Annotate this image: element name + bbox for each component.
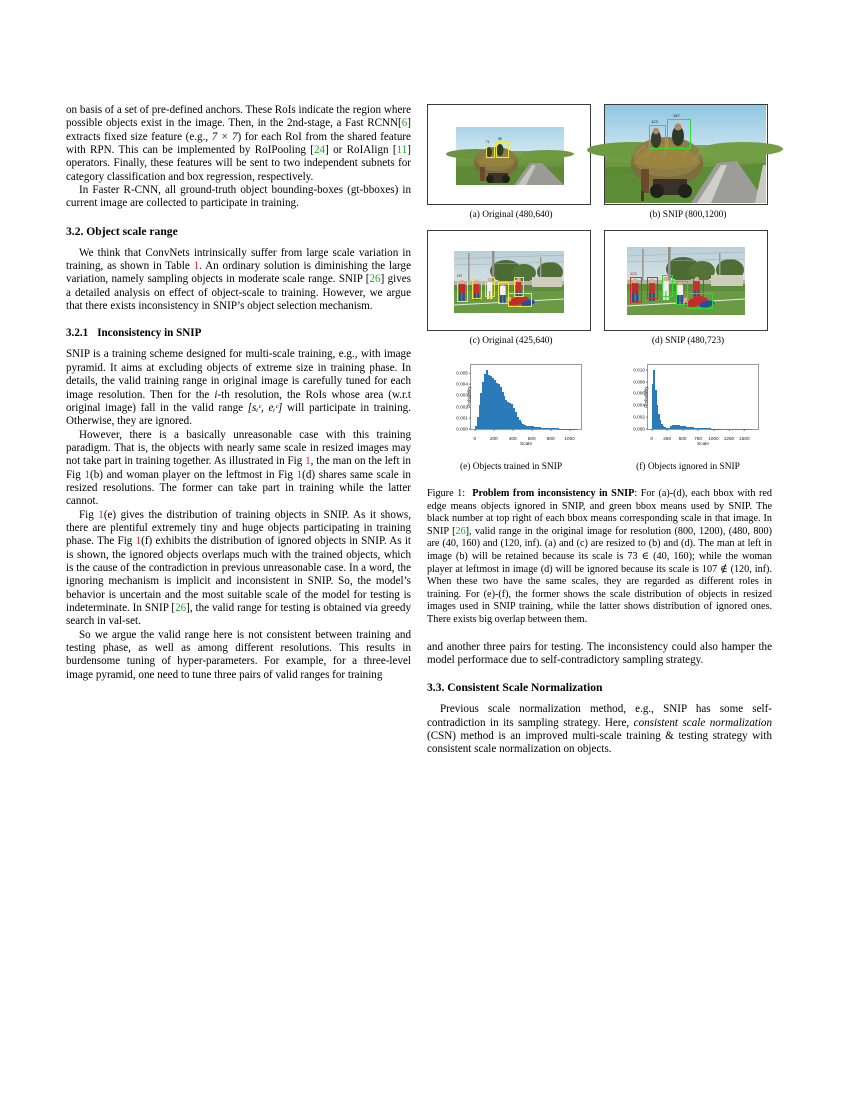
paragraph-three-pairs: and another three pairs for testing. The inconsistency could also hamper the model performace due to self-contradictory sampling strategy. <box>427 640 772 666</box>
heading-3-2: 3.2. Object scale range <box>66 224 178 238</box>
y-axis-tick-mark <box>469 373 471 374</box>
y-axis-tick-label: 0.002 <box>633 414 645 420</box>
bbox-d-2 <box>647 277 658 299</box>
y-axis-tick-label: 0.004 <box>633 402 645 408</box>
x-axis-tick-mark <box>682 429 683 431</box>
right-column <box>427 104 772 757</box>
x-axis-tick-mark <box>651 429 652 431</box>
y-axis-tick-label: 0.002 <box>456 403 468 409</box>
bbox-a-2-label: 98 <box>498 136 502 141</box>
chart-e-xlabel: Scale <box>520 442 532 447</box>
photo-a-svg <box>456 127 564 185</box>
y-axis-tick-label: 0.004 <box>456 381 468 387</box>
bbox-c-1-label: 107 <box>457 273 463 278</box>
x-axis-tick-mark <box>729 429 730 431</box>
y-axis-tick-label: 0.000 <box>633 426 645 432</box>
photo-frame-a <box>427 104 591 205</box>
bbox-d-1 <box>630 277 642 303</box>
left-column <box>66 104 411 682</box>
bbox-a-1-label: 71 <box>486 139 490 144</box>
figure-1-title: Problem from inconsistency in SNIP <box>472 488 635 499</box>
y-axis-tick-label: 0.001 <box>456 415 468 421</box>
bbox-d-3 <box>662 275 673 297</box>
figure-caption-d: (d) SNIP (480,723) <box>651 336 725 346</box>
bbox-a-1 <box>486 145 495 158</box>
x-axis-tick-label: 1000 <box>708 435 719 441</box>
heading-3-2-1 <box>66 326 411 340</box>
y-axis-tick-mark <box>646 429 648 430</box>
y-axis-tick-mark <box>646 393 648 394</box>
y-axis-tick-mark <box>469 417 471 418</box>
bbox-b-1-label: 123 <box>651 119 658 125</box>
x-axis-tick-label: 250 <box>663 435 672 441</box>
x-axis-tick-label: 1000 <box>564 435 575 441</box>
x-axis-tick-label: 400 <box>508 435 517 441</box>
paragraph-csn: Previous scale normalization method, e.g., SNIP has some self-contradiction in its sampling strategy. Here, consistent scale normalization (CSN) method is an improved multi-scale training & testing strategy with consistent scale normalization on objects. <box>427 703 772 756</box>
chart-e-ylabel: Probability <box>466 386 472 408</box>
y-axis-tick-label: 0.005 <box>456 370 468 376</box>
bbox-c-3 <box>485 277 495 297</box>
x-axis-tick-mark <box>474 429 475 431</box>
x-axis-tick-mark <box>698 429 699 431</box>
x-axis-tick-mark <box>713 429 714 431</box>
bbox-c-1 <box>457 279 468 302</box>
y-axis-tick-label: 0.010 <box>633 367 645 373</box>
bbox-b-1 <box>649 125 666 149</box>
bbox-d-1-label: 123 <box>630 271 637 277</box>
heading-3-3: 3.3. Consistent Scale Normalization <box>427 681 603 695</box>
bbox-a-2 <box>496 142 509 158</box>
y-axis-tick-mark <box>646 405 648 406</box>
y-axis-tick-mark <box>469 384 471 385</box>
x-axis-tick-label: 500 <box>678 435 687 441</box>
figure-caption-c: (c) Original (425,640) <box>469 336 553 346</box>
figure-panel-d <box>604 230 772 356</box>
x-axis-tick-label: 200 <box>489 435 498 441</box>
figure-caption-b: (b) SNIP (800,1200) <box>649 210 727 220</box>
bbox-c-6 <box>508 293 532 307</box>
paragraph-valid-range: So we argue the valid range here is not consistent between training and testing phase, as well as among different resolutions. This results in burdensome tuning of hyper-parameters. For example, for a three-level image pyramid, one need to tune three pairs of valid ranges for training <box>66 628 411 681</box>
figure-panel-a <box>427 104 595 230</box>
figure-row-1 <box>427 104 772 230</box>
figure-1-label: Figure 1: <box>427 488 466 499</box>
figure-panel-c <box>427 230 595 356</box>
bbox-d-6 <box>687 293 713 309</box>
photo-a-horse-cart <box>456 127 564 185</box>
x-axis-tick-mark <box>550 429 551 431</box>
photo-frame-c <box>427 230 591 331</box>
bbox-c-2 <box>472 279 482 299</box>
figure-row-2 <box>427 230 772 356</box>
heading-3-2-1-text: Inconsistency in SNIP <box>97 327 202 340</box>
figure-caption-e: (e) Objects trained in SNIP <box>459 462 563 472</box>
chart-f-xlabel: Scale <box>697 442 709 447</box>
x-axis-tick-mark <box>512 429 513 431</box>
figure-1 <box>427 104 772 627</box>
paragraph-scale-variation: We think that ConvNets intrinsically suffer from large scale variation in training, as shown in Table 1. An ordinary solution is diminishing the large variation, namely sampling objects in moderate scale range. SNIP [26] gives a detailed analysis on effect of object-scale to training. However, we argue that there exists inconsistency in SNIP’s object selection mechanism. <box>66 246 411 313</box>
paragraph-unreasonable-case: However, there is a basically unreasonable case with this training paradigm. That is, the objects with nearly same scale in resized images may not take part in training together. As illustrated in Fig 1, the man on the left in Fig 1(b) and woman player on the leftmost in Fig 1(d) shares same scale in resized resolutions. The former can take part in training while the latter cannot. <box>66 428 411 508</box>
y-axis-tick-label: 0.006 <box>633 390 645 396</box>
y-axis-tick-label: 0.000 <box>456 426 468 432</box>
x-axis-tick-label: 0 <box>473 435 477 441</box>
x-axis-tick-mark <box>493 429 494 431</box>
figure-row-3 <box>427 356 772 482</box>
x-axis-tick-label: 800 <box>546 435 555 441</box>
paragraph-intro-rcnn: on basis of a set of pre-defined anchors. These RoIs indicate the region where possible objects exist in the image. Then, in the 2nd-stage, a Fast RCNN[6] extracts fixed size feature (e.g., 7 × 7) for each RoI from the shared feature with RPN. This can be implemented by RoIPooling [24] or RoIAlign [11] operators. Finally, these features will be sent to two independent subnets for category classification and box regression, respectively. <box>66 104 411 183</box>
y-axis-tick-mark <box>646 369 648 370</box>
paragraph-distribution: Fig 1(e) gives the distribution of training objects in SNIP. As it shows, there are plentiful extremely tiny and huge objects participating in training phase. The Fig 1(f) exhibits the distribution of ignored objects in SNIP. As it is shown, the ignored objects overlaps much with the trained objects, which is the cause of the contradiction in previous unreasonable case. In a word, the ignoring mechanism is implicit and inconsistent in SNIP. So, the model’s behavior is uncertain and the most suitable scale of the model for testing is indeterminate. In SNIP [26], the valid range for testing is obtained via greedy search in val-set. <box>66 508 412 628</box>
figure-1-caption <box>427 488 772 627</box>
y-axis-tick-mark <box>469 406 471 407</box>
heading-3-2-1-number: 3.2.1 <box>66 327 89 340</box>
bbox-b-2 <box>667 119 691 149</box>
chart-e-axes <box>456 364 582 441</box>
y-axis-tick-label: 0.003 <box>456 392 468 398</box>
y-axis-tick-mark <box>469 395 471 396</box>
x-axis-tick-mark <box>531 429 532 431</box>
right-column-text <box>427 641 772 757</box>
x-axis-tick-label: 1250 <box>723 435 735 441</box>
photo-frame-b <box>604 104 768 205</box>
x-axis-tick-label: 0 <box>650 435 654 441</box>
paragraph-snip-scheme: SNIP is a training scheme designed for multi-scale training, e.g., with image pyramid. It aims at excluding objects of extreme size in training phase. In details, the valid training range in original image is carefully tuned for each image resolution. Then for the i-th resolution, the RoIs whose area (w.r.t original image) fall in the valid range [sᵢᶜ, eᵢᶜ] will participate in training. Otherwise, they are ignored. <box>66 348 411 428</box>
figure-panel-e <box>427 356 595 482</box>
chart-f <box>604 356 768 457</box>
chart-f-ylabel: Probability <box>643 386 649 408</box>
figure-panel-f <box>604 356 772 482</box>
figure-caption-f: (f) Objects ignored in SNIP <box>636 462 740 472</box>
x-axis-tick-mark <box>569 429 570 431</box>
x-axis-tick-label: 750 <box>694 435 702 441</box>
x-axis-tick-label: 600 <box>527 435 536 441</box>
x-axis-tick-label: 1500 <box>739 435 750 441</box>
photo-frame-d <box>604 230 768 331</box>
y-axis-tick-mark <box>469 429 471 430</box>
x-axis-tick-mark <box>667 429 668 431</box>
chart-f-axes <box>633 364 759 441</box>
paragraph-faster-rcnn: In Faster R-CNN, all ground-truth object bounding-boxes (gt-bboxes) in current image are collected to participate in training. <box>66 184 411 210</box>
y-axis-tick-mark <box>646 381 648 382</box>
bbox-b-2-label: 167 <box>673 113 680 119</box>
figure-1-caption-body: : For (a)-(d), each bbox with red edge means objects ignored in SNIP, and green bbox means used by SNIP. The black number at top right of each bbox means corresponding scale in that image. In SNIP [26], valid range in the original image for resolution (800, 1200), (480, 800) are (40, 160) and (120, inf). (a) and (c) are resized to (b) and (d). The man at left in image (b) will be retained because its scale is 73 ∈ (40, 160); while the woman player at leftmost in image (d) will be ignored because its scale is 107 ∉ (120, inf). When these two have the same scales, they are regarded as different roles in training. For (e)-(f), the former shows the scale distribution of objects in resized images used in SNIP training, while the latter shows distribution of ignored ones. There exists big overlap between them. <box>427 488 772 625</box>
chart-e <box>427 356 591 457</box>
y-axis-tick-mark <box>646 417 648 418</box>
y-axis-tick-label: 0.008 <box>633 378 645 384</box>
figure-caption-a: (a) Original (480,640) <box>469 210 553 220</box>
x-axis-tick-mark <box>744 429 745 431</box>
figure-panel-b <box>604 104 772 230</box>
